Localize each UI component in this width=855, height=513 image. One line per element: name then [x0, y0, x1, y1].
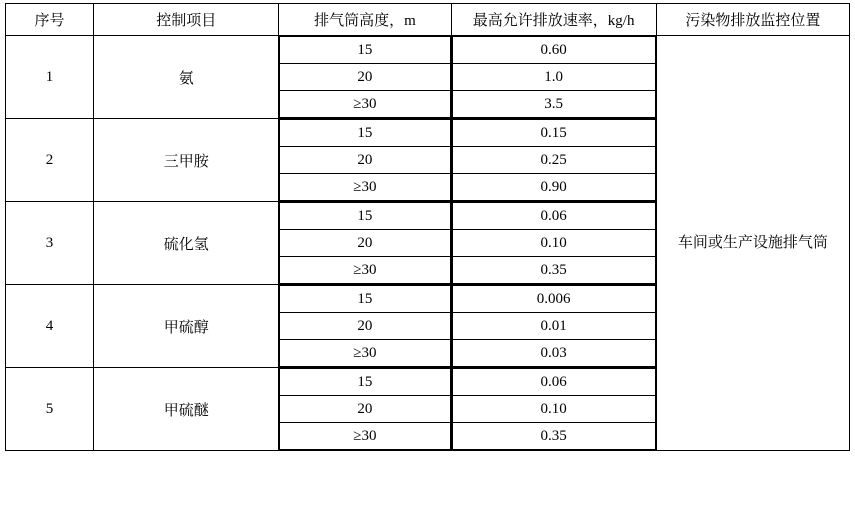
row-heights — [279, 119, 451, 202]
height-value: ≥30 — [280, 423, 450, 450]
height-value: 20 — [280, 230, 450, 257]
rates-sublist — [452, 368, 656, 450]
rates-sublist — [452, 202, 656, 284]
row-item: 氨 — [94, 36, 279, 119]
rate-value: 0.35 — [452, 423, 655, 450]
header-row — [6, 4, 850, 36]
heights-sublist — [279, 119, 450, 201]
rates-sublist — [452, 36, 656, 118]
row-rates — [451, 119, 656, 202]
table-header — [6, 4, 850, 36]
emission-standards-table — [5, 3, 850, 451]
row-no: 5 — [6, 368, 94, 451]
row-rates — [451, 285, 656, 368]
height-value: 20 — [280, 147, 450, 174]
rates-sublist — [452, 119, 656, 201]
row-no: 4 — [6, 285, 94, 368]
monitoring-location-cell: 车间或生产设施排气筒 — [656, 36, 849, 451]
height-value: 20 — [280, 396, 450, 423]
table-row — [6, 36, 850, 119]
rate-value: 0.06 — [452, 203, 655, 230]
rates-sublist — [452, 285, 656, 367]
rate-value: 0.03 — [452, 340, 655, 367]
row-heights — [279, 368, 451, 451]
height-value: ≥30 — [280, 174, 450, 201]
row-rates — [451, 202, 656, 285]
heights-sublist — [279, 285, 450, 367]
height-value: ≥30 — [280, 257, 450, 284]
row-item: 三甲胺 — [94, 119, 279, 202]
row-no: 2 — [6, 119, 94, 202]
rate-value: 0.15 — [452, 120, 655, 147]
rate-value: 0.60 — [452, 37, 655, 64]
table-body — [6, 36, 850, 451]
row-heights — [279, 36, 451, 119]
header-cell-rate: 最高允许排放速率，kg/h — [451, 4, 656, 36]
rate-value: 0.25 — [452, 147, 655, 174]
height-value: 20 — [280, 64, 450, 91]
header-cell-no: 序号 — [6, 4, 94, 36]
rate-value: 0.35 — [452, 257, 655, 284]
row-rates — [451, 36, 656, 119]
height-value: ≥30 — [280, 91, 450, 118]
rate-value: 0.06 — [452, 369, 655, 396]
rate-value: 0.01 — [452, 313, 655, 340]
rate-value: 0.90 — [452, 174, 655, 201]
rate-value: 0.006 — [452, 286, 655, 313]
height-value: 15 — [280, 286, 450, 313]
row-no: 1 — [6, 36, 94, 119]
row-heights — [279, 202, 451, 285]
rate-value: 3.5 — [452, 91, 655, 118]
heights-sublist — [279, 368, 450, 450]
height-value: 15 — [280, 369, 450, 396]
rate-value: 0.10 — [452, 396, 655, 423]
rate-value: 1.0 — [452, 64, 655, 91]
row-heights — [279, 285, 451, 368]
row-item: 甲硫醇 — [94, 285, 279, 368]
rate-value: 0.10 — [452, 230, 655, 257]
header-cell-location: 污染物排放监控位置 — [656, 4, 849, 36]
header-cell-item: 控制项目 — [94, 4, 279, 36]
row-no: 3 — [6, 202, 94, 285]
header-cell-height: 排气筒高度，m — [279, 4, 451, 36]
row-item: 硫化氢 — [94, 202, 279, 285]
height-value: 20 — [280, 313, 450, 340]
heights-sublist — [279, 202, 450, 284]
height-value: 15 — [280, 120, 450, 147]
height-value: 15 — [280, 37, 450, 64]
row-item: 甲硫醚 — [94, 368, 279, 451]
height-value: 15 — [280, 203, 450, 230]
height-value: ≥30 — [280, 340, 450, 367]
row-rates — [451, 368, 656, 451]
heights-sublist — [279, 36, 450, 118]
